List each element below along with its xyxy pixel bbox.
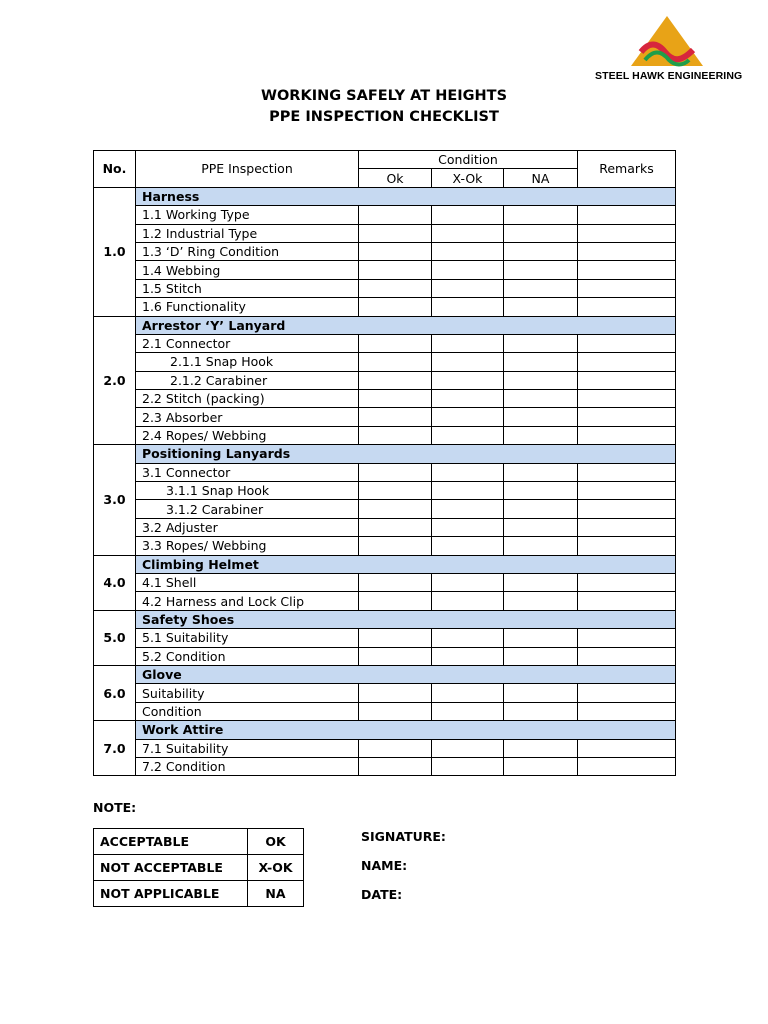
checklist-item-row: [94, 353, 676, 371]
ok-cell[interactable]: [359, 500, 432, 518]
checklist-item-row: [94, 592, 676, 610]
ok-cell[interactable]: [359, 537, 432, 555]
ok-cell[interactable]: [359, 261, 432, 279]
legend-label: NOT APPLICABLE: [94, 881, 248, 907]
item-label: 1.3 ‘D’ Ring Condition: [136, 242, 359, 260]
item-label: 1.6 Functionality: [136, 298, 359, 316]
section-row: [94, 187, 676, 205]
legend-table: [93, 828, 304, 907]
ok-cell[interactable]: [359, 334, 432, 352]
item-label: 2.1.1 Snap Hook: [136, 353, 359, 371]
header-no: No.: [94, 151, 136, 188]
ok-cell[interactable]: [359, 684, 432, 702]
ok-cell[interactable]: [359, 408, 432, 426]
remarks-cell[interactable]: [578, 408, 676, 426]
note-label: NOTE:: [93, 800, 137, 815]
item-label: 2.1.2 Carabiner: [136, 371, 359, 389]
remarks-cell[interactable]: [578, 371, 676, 389]
xok-cell[interactable]: [432, 518, 504, 536]
section-row: [94, 721, 676, 739]
na-cell[interactable]: [504, 518, 578, 536]
section-row: [94, 555, 676, 573]
table-body: [94, 187, 676, 776]
section-row: [94, 445, 676, 463]
na-cell[interactable]: [504, 702, 578, 720]
section-title: Harness: [136, 187, 676, 205]
xok-cell[interactable]: [432, 298, 504, 316]
item-label: 2.1 Connector: [136, 334, 359, 352]
xok-cell[interactable]: [432, 463, 504, 481]
legend-code: OK: [248, 829, 304, 855]
checklist-item-row: [94, 573, 676, 591]
remarks-cell[interactable]: [578, 684, 676, 702]
na-cell[interactable]: [504, 298, 578, 316]
legend-row: [94, 855, 304, 881]
ok-cell[interactable]: [359, 629, 432, 647]
checklist-item-row: [94, 757, 676, 775]
na-cell[interactable]: [504, 757, 578, 775]
na-cell[interactable]: [504, 463, 578, 481]
item-label: 4.2 Harness and Lock Clip: [136, 592, 359, 610]
xok-cell[interactable]: [432, 353, 504, 371]
ok-cell[interactable]: [359, 592, 432, 610]
remarks-cell[interactable]: [578, 518, 676, 536]
company-name: STEEL HAWK ENGINEERING: [595, 70, 743, 82]
section-title: Glove: [136, 665, 676, 683]
ok-cell[interactable]: [359, 518, 432, 536]
section-row: [94, 316, 676, 334]
header-condition: Condition: [359, 151, 578, 169]
na-cell[interactable]: [504, 408, 578, 426]
checklist-item-row: [94, 224, 676, 242]
checklist-item-row: [94, 408, 676, 426]
header-row: [94, 151, 676, 169]
header-xok: X-Ok: [432, 169, 504, 187]
signature-label: SIGNATURE:: [361, 829, 446, 844]
date-label: DATE:: [361, 887, 403, 902]
remarks-cell[interactable]: [578, 353, 676, 371]
ok-cell[interactable]: [359, 390, 432, 408]
na-cell[interactable]: [504, 371, 578, 389]
item-label: 1.5 Stitch: [136, 279, 359, 297]
name-label: NAME:: [361, 858, 408, 873]
checklist-item-row: [94, 702, 676, 720]
remarks-cell[interactable]: [578, 224, 676, 242]
na-cell[interactable]: [504, 500, 578, 518]
na-cell[interactable]: [504, 482, 578, 500]
item-label: 1.1 Working Type: [136, 206, 359, 224]
remarks-cell[interactable]: [578, 537, 676, 555]
xok-cell[interactable]: [432, 739, 504, 757]
item-label: 2.2 Stitch (packing): [136, 390, 359, 408]
ok-cell[interactable]: [359, 739, 432, 757]
xok-cell[interactable]: [432, 629, 504, 647]
item-label: 4.1 Shell: [136, 573, 359, 591]
ok-cell[interactable]: [359, 647, 432, 665]
section-title: Work Attire: [136, 721, 676, 739]
legend-code: X-OK: [248, 855, 304, 881]
checklist-item-row: [94, 261, 676, 279]
section-number: 3.0: [94, 445, 136, 555]
item-label: 3.1.2 Carabiner: [136, 500, 359, 518]
xok-cell[interactable]: [432, 371, 504, 389]
header-inspection: PPE Inspection: [136, 151, 359, 188]
ok-cell[interactable]: [359, 573, 432, 591]
remarks-cell[interactable]: [578, 739, 676, 757]
checklist-item-row: [94, 426, 676, 444]
item-label: 3.1.1 Snap Hook: [136, 482, 359, 500]
checklist-item-row: [94, 206, 676, 224]
remarks-cell[interactable]: [578, 629, 676, 647]
steel-hawk-logo-icon: [627, 14, 707, 69]
ok-cell[interactable]: [359, 371, 432, 389]
checklist-item-row: [94, 684, 676, 702]
remarks-cell[interactable]: [578, 592, 676, 610]
remarks-cell[interactable]: [578, 463, 676, 481]
na-cell[interactable]: [504, 261, 578, 279]
header-ok: Ok: [359, 169, 432, 187]
na-cell[interactable]: [504, 629, 578, 647]
checklist-item-row: [94, 739, 676, 757]
legend-row: [94, 829, 304, 855]
section-title: Arrestor ‘Y’ Lanyard: [136, 316, 676, 334]
item-label: 2.3 Absorber: [136, 408, 359, 426]
ok-cell[interactable]: [359, 298, 432, 316]
section-number: 2.0: [94, 316, 136, 445]
xok-cell[interactable]: [432, 684, 504, 702]
na-cell[interactable]: [504, 592, 578, 610]
checklist-item-row: [94, 371, 676, 389]
checklist-item-row: [94, 390, 676, 408]
na-cell[interactable]: [504, 684, 578, 702]
remarks-cell[interactable]: [578, 702, 676, 720]
ok-cell[interactable]: [359, 757, 432, 775]
remarks-cell[interactable]: [578, 757, 676, 775]
section-number: 7.0: [94, 721, 136, 776]
item-label: 7.2 Condition: [136, 757, 359, 775]
section-number: 5.0: [94, 610, 136, 665]
checklist-item-row: [94, 518, 676, 536]
ok-cell[interactable]: [359, 279, 432, 297]
remarks-cell[interactable]: [578, 334, 676, 352]
legend-label: ACCEPTABLE: [94, 829, 248, 855]
header-remarks: Remarks: [578, 151, 676, 188]
checklist-item-row: [94, 629, 676, 647]
section-title: Positioning Lanyards: [136, 445, 676, 463]
item-label: 5.2 Condition: [136, 647, 359, 665]
xok-cell[interactable]: [432, 426, 504, 444]
remarks-cell[interactable]: [578, 500, 676, 518]
xok-cell[interactable]: [432, 482, 504, 500]
remarks-cell[interactable]: [578, 482, 676, 500]
checklist-item-row: [94, 463, 676, 481]
item-label: 3.1 Connector: [136, 463, 359, 481]
na-cell[interactable]: [504, 537, 578, 555]
xok-cell[interactable]: [432, 334, 504, 352]
remarks-cell[interactable]: [578, 426, 676, 444]
xok-cell[interactable]: [432, 757, 504, 775]
na-cell[interactable]: [504, 206, 578, 224]
section-row: [94, 610, 676, 628]
item-label: 7.1 Suitability: [136, 739, 359, 757]
remarks-cell[interactable]: [578, 261, 676, 279]
xok-cell[interactable]: [432, 390, 504, 408]
xok-cell[interactable]: [432, 206, 504, 224]
xok-cell[interactable]: [432, 702, 504, 720]
remarks-cell[interactable]: [578, 206, 676, 224]
ok-cell[interactable]: [359, 426, 432, 444]
xok-cell[interactable]: [432, 261, 504, 279]
remarks-cell[interactable]: [578, 279, 676, 297]
item-label: 3.2 Adjuster: [136, 518, 359, 536]
legend-label: NOT ACCEPTABLE: [94, 855, 248, 881]
na-cell[interactable]: [504, 242, 578, 260]
page-subtitle: PPE INSPECTION CHECKLIST: [269, 109, 499, 125]
checklist-item-row: [94, 279, 676, 297]
item-label: 1.4 Webbing: [136, 261, 359, 279]
page-title: WORKING SAFELY AT HEIGHTS: [260, 88, 508, 104]
item-label: Suitability: [136, 684, 359, 702]
section-number: 4.0: [94, 555, 136, 610]
section-title: Safety Shoes: [136, 610, 676, 628]
ok-cell[interactable]: [359, 224, 432, 242]
na-cell[interactable]: [504, 279, 578, 297]
na-cell[interactable]: [504, 739, 578, 757]
na-cell[interactable]: [504, 390, 578, 408]
header-na: NA: [504, 169, 578, 187]
xok-cell[interactable]: [432, 279, 504, 297]
inspection-table: [93, 150, 676, 776]
xok-cell[interactable]: [432, 500, 504, 518]
company-logo: [595, 14, 745, 84]
checklist-item-row: [94, 647, 676, 665]
section-number: 6.0: [94, 665, 136, 720]
na-cell[interactable]: [504, 426, 578, 444]
item-label: 3.3 Ropes/ Webbing: [136, 537, 359, 555]
xok-cell[interactable]: [432, 647, 504, 665]
checklist-item-row: [94, 242, 676, 260]
ok-cell[interactable]: [359, 206, 432, 224]
xok-cell[interactable]: [432, 592, 504, 610]
section-number: 1.0: [94, 187, 136, 316]
ok-cell[interactable]: [359, 463, 432, 481]
xok-cell[interactable]: [432, 224, 504, 242]
na-cell[interactable]: [504, 353, 578, 371]
xok-cell[interactable]: [432, 408, 504, 426]
na-cell[interactable]: [504, 334, 578, 352]
legend-row: [94, 881, 304, 907]
remarks-cell[interactable]: [578, 573, 676, 591]
remarks-cell[interactable]: [578, 298, 676, 316]
item-label: 1.2 Industrial Type: [136, 224, 359, 242]
ok-cell[interactable]: [359, 353, 432, 371]
section-row: [94, 665, 676, 683]
remarks-cell[interactable]: [578, 242, 676, 260]
na-cell[interactable]: [504, 647, 578, 665]
na-cell[interactable]: [504, 224, 578, 242]
item-label: 2.4 Ropes/ Webbing: [136, 426, 359, 444]
xok-cell[interactable]: [432, 537, 504, 555]
checklist-item-row: [94, 334, 676, 352]
na-cell[interactable]: [504, 573, 578, 591]
xok-cell[interactable]: [432, 573, 504, 591]
checklist-item-row: [94, 537, 676, 555]
item-label: Condition: [136, 702, 359, 720]
xok-cell[interactable]: [432, 242, 504, 260]
remarks-cell[interactable]: [578, 647, 676, 665]
legend-code: NA: [248, 881, 304, 907]
section-title: Climbing Helmet: [136, 555, 676, 573]
checklist-item-row: [94, 298, 676, 316]
checklist-item-row: [94, 482, 676, 500]
item-label: 5.1 Suitability: [136, 629, 359, 647]
remarks-cell[interactable]: [578, 390, 676, 408]
checklist-item-row: [94, 500, 676, 518]
ok-cell[interactable]: [359, 482, 432, 500]
ok-cell[interactable]: [359, 702, 432, 720]
ok-cell[interactable]: [359, 242, 432, 260]
